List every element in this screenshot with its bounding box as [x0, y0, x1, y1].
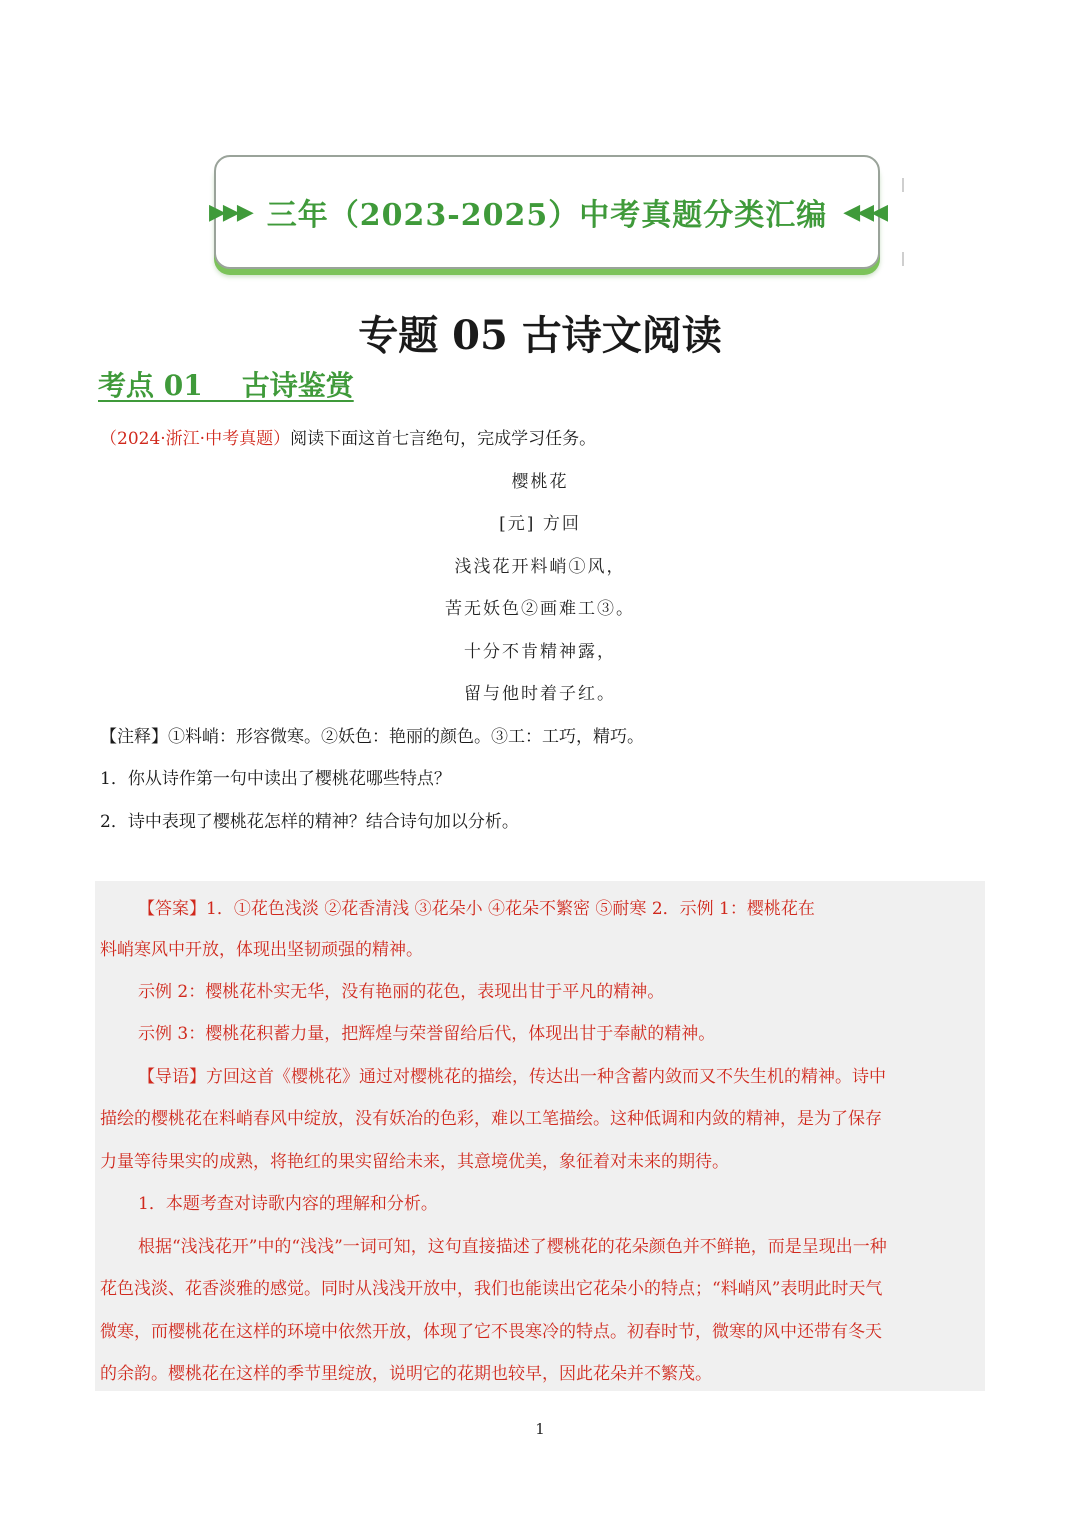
- page-number: 1: [535, 1420, 545, 1438]
- poem-line: 苦无妖色②画难工③。: [445, 599, 635, 619]
- question-prompt: 阅读下面这首七言绝句，完成学习任务。: [290, 429, 597, 449]
- answer-line: 示例 2：樱桃花朴实无华，没有艳丽的花色，表现出甘于平凡的精神。: [138, 982, 665, 1002]
- analysis-line: 1．本题考查对诗歌内容的理解和分析。: [138, 1194, 438, 1214]
- question-item: 1．你从诗作第一句中读出了樱桃花哪些特点？: [100, 769, 451, 789]
- margin-mark: [902, 252, 904, 266]
- analysis-line: 【导语】方回这首《樱桃花》通过对樱桃花的描绘，传达出一种含蓄内敛而又不失生机的精神。诗中: [138, 1067, 886, 1087]
- analysis-line: 的余韵。樱桃花在这样的季节里绽放，说明它的花期也较早，因此花朵并不繁茂。: [100, 1364, 712, 1384]
- poem-title: 樱桃花: [511, 472, 569, 492]
- answer-line: 料峭寒风中开放，体现出坚韧顽强的精神。: [100, 940, 423, 960]
- analysis-line: 描绘的樱桃花在料峭春风中绽放，没有妖冶的色彩，难以工笔描绘。这种低调和内敛的精神，是为了保存: [100, 1109, 882, 1129]
- poem-author: [元] 方回: [499, 514, 581, 534]
- left-arrows-icon: ▶▶▶: [209, 199, 251, 225]
- analysis-line: 微寒，而樱桃花在这样的环境中依然开放，体现了它不畏寒冷的特点。初春时节，微寒的风中还带有冬天: [100, 1322, 882, 1342]
- question-item: 2．诗中表现了樱桃花怎样的精神？结合诗句加以分析。: [100, 812, 519, 832]
- question-source: （2024·浙江·中考真题）: [100, 429, 291, 449]
- banner-title: 三年（2023-2025）中考真题分类汇编: [266, 198, 828, 233]
- analysis-line: 力量等待果实的成熟，将艳红的果实留给未来，其意境优美，象征着对未来的期待。: [100, 1152, 729, 1172]
- poem-line: 留与他时着子红。: [464, 684, 616, 704]
- question-intro: [100, 424, 596, 449]
- section-heading: 考点 01 古诗鉴赏: [98, 369, 354, 402]
- answer-line: 示例 3：樱桃花积蓄力量，把辉煌与荣誉留给后代，体现出甘于奉献的精神。: [138, 1024, 716, 1044]
- analysis-line: 花色浅淡、花香淡雅的感觉。同时从浅浅开放中，我们也能读出它花朵小的特点；“料峭风”表明此时天气: [100, 1279, 883, 1299]
- poem-notes: 【注释】①料峭：形容微寒。②妖色：艳丽的颜色。③工：工巧，精巧。: [100, 727, 644, 747]
- poem-line: 十分不肯精神露，: [464, 642, 616, 662]
- analysis-line: 根据“浅浅花开”中的“浅浅”一词可知，这句直接描述了樱桃花的花朵颜色并不鲜艳，而是呈现出一种: [138, 1237, 887, 1257]
- margin-mark: [902, 178, 904, 192]
- answer-line: 【答案】1．①花色浅淡 ②花香清浅 ③花朵小 ④花朵不繁密 ⑤耐寒 2．示例 1：樱桃花在: [138, 899, 815, 919]
- poem-line: 浅浅花开料峭①风，: [454, 557, 626, 577]
- header-banner: [209, 155, 885, 269]
- right-arrows-icon: ◀◀◀: [843, 199, 885, 225]
- page-title: 专题 05 古诗文阅读: [358, 312, 722, 359]
